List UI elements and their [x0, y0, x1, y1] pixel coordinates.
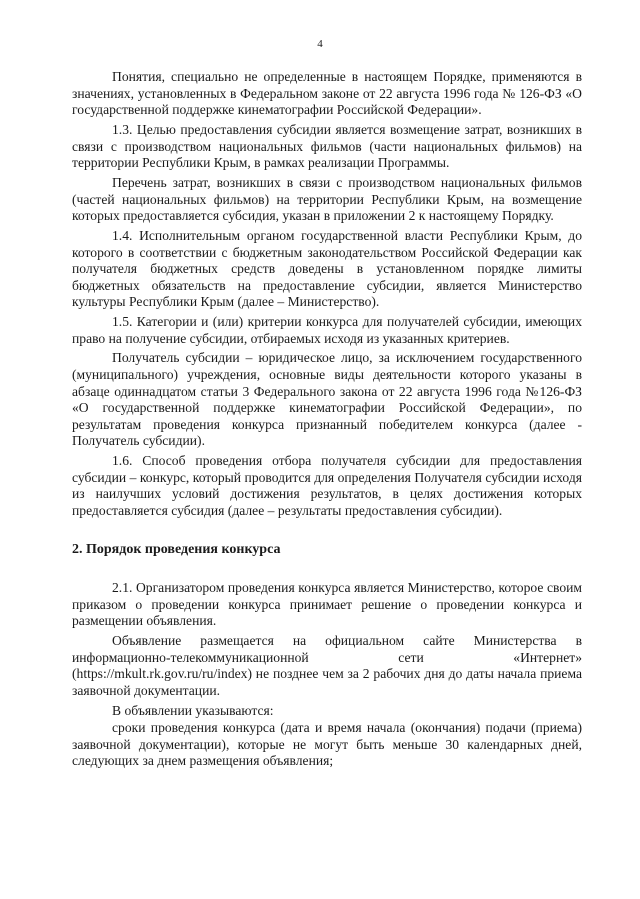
paragraph-cost-list: Перечень затрат, возникших в связи с производством национальных фильмов (частей национальных фильмов) на территории Республики Крым, на возмещение которых предоставляется субсидия, указан в приложении 2 к настоящему Порядку. — [72, 174, 582, 224]
paragraph-definitions: Понятия, специально не определенные в настоящем Порядке, применяются в значениях, установленных в Федеральном законе от 22 августа 1996 года № 126-ФЗ «О государственной поддержке кинематографии Российской Федерации». — [72, 69, 582, 118]
paragraph-announcement: Объявление размещается на официальном сайте Министерства в информационно-телекоммуникационной сети «Интернет» (https://mkult.rk.gov.ru/ru/index) не позднее чем за 2 рабочих дня до даты начала приема заявочной документации. — [72, 633, 582, 698]
page-number: 4 — [317, 38, 323, 50]
paragraph-recipient: Получатель субсидии – юридическое лицо, за исключением государственного (муниципального) учреждения, основные виды деятельности которого указаны в абзаце одиннадцатом статьи 3 Федерального закона от 22 августа 1996 года №126-ФЗ «О государственной поддержке кинематографии Российской Федерации», по результатам проведения конкурса признанный победителем конкурса (далее - Получатель субсидии). — [72, 350, 582, 449]
paragraph-1-5: 1.5. Категории и (или) критерии конкурса для получателей субсидии, имеющих право на получение субсидии, отбираемых исходя из указанных критериев. — [72, 314, 582, 346]
paragraph-announcement-contents: В объявлении указываются: — [112, 702, 274, 718]
paragraph-1-6: 1.6. Способ проведения отбора получателя субсидии для предоставления субсидии – конкурс, который проводится для определения Получателя субсидии исходя из наилучших условий достижения результатов, в целях достижения которых предоставляется субсидия (далее – результаты предоставления субсидии). — [72, 453, 582, 518]
paragraph-1-4: 1.4. Исполнительным органом государственной власти Республики Крым, до которого в соответствии с бюджетным законодательством Российской Федерации как получателя бюджетных средств доведены в установленном порядке лимиты бюджетных обязательств на предоставление субсидии, является Министерство культуры Республики Крым (далее – Министерство). — [72, 227, 582, 310]
paragraph-1-3: 1.3. Целью предоставления субсидии является возмещение затрат, возникших в связи с производством национальных фильмов (части национальных фильмов) на территории Республики Крым, в рамках реализации Программы. — [72, 121, 582, 171]
document-body — [72, 69, 582, 773]
paragraph-2-1: 2.1. Организатором проведения конкурса является Министерство, которое своим приказом о проведении конкурса принимает решение о проведении конкурса и размещении объявления. — [72, 580, 582, 629]
paragraph-deadlines: сроки проведения конкурса (дата и время начала (окончания) подачи (приема) заявочной документации), которые не могут быть меньше 30 календарных дней, следующих за днем размещения объявления; — [72, 720, 582, 769]
section-heading: 2. Порядок проведения конкурса — [72, 541, 281, 557]
